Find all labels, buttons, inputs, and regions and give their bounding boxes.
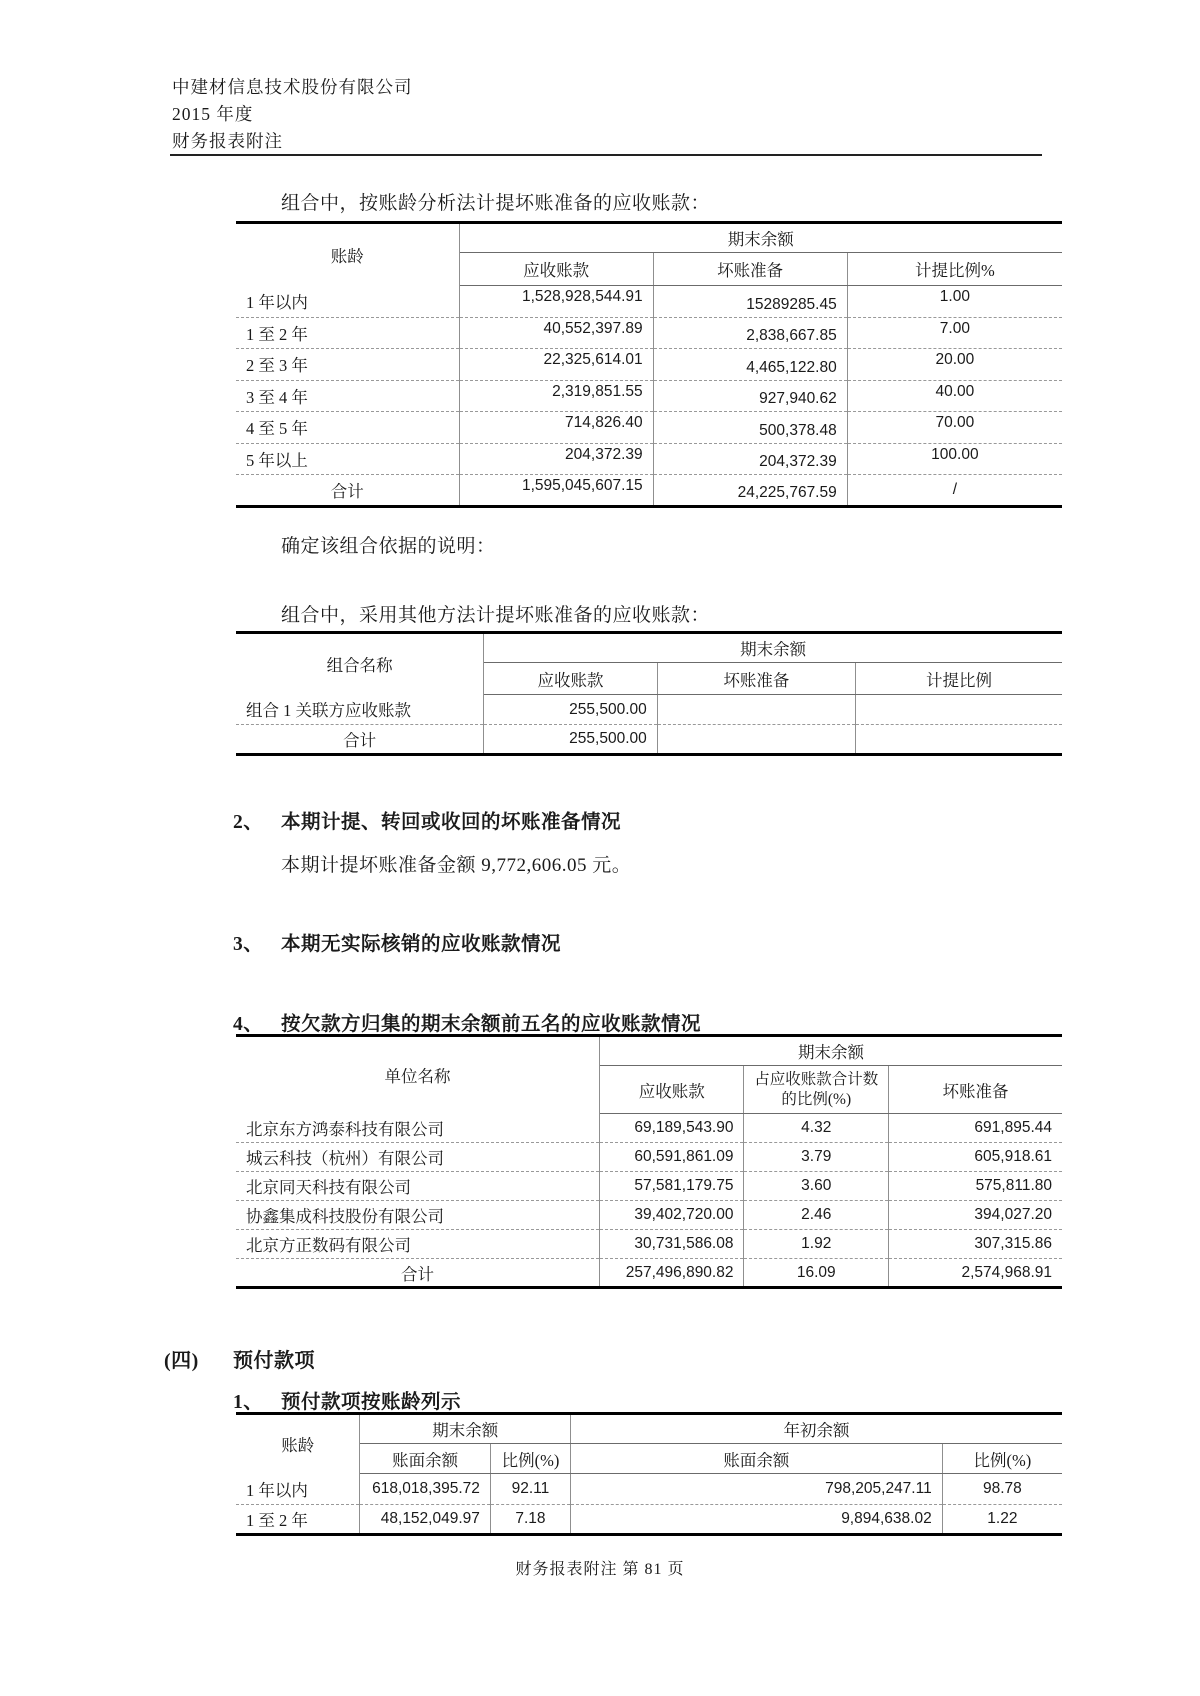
cell-company: 北京同天科技有限公司	[236, 1172, 599, 1201]
doc-title: 财务报表附注	[172, 131, 283, 151]
table-total-row	[236, 1259, 1062, 1288]
prepay-table-group-row	[236, 1414, 1062, 1444]
top5-table-group-row	[236, 1036, 1062, 1066]
cell-baddebt: 691,895.44	[889, 1114, 1062, 1143]
cell-ratio	[855, 695, 1062, 725]
cell-baddebt: 394,027.20	[889, 1201, 1062, 1230]
aging-header-receivable: 应收账款	[459, 253, 653, 286]
cell-baddebt: 4,465,122.80	[653, 349, 847, 381]
cell-begin-balance: 798,205,247.11	[571, 1474, 943, 1505]
section-4-title: 按欠款方归集的期末余额前五名的应收账款情况	[281, 1014, 702, 1035]
cell-baddebt: 575,811.80	[889, 1172, 1062, 1201]
cell-percent: 1.92	[744, 1230, 889, 1259]
other-header-baddebt: 坏账准备	[657, 663, 855, 695]
page-header	[172, 74, 413, 155]
cell-aging-label: 1 至 2 年	[236, 1504, 360, 1535]
fiscal-year: 2015 年度	[172, 104, 254, 124]
other-col1-header: 组合名称	[236, 633, 484, 695]
table-row	[236, 695, 1062, 725]
aging-header-baddebt: 坏账准备	[653, 253, 847, 286]
cell-baddebt: 605,918.61	[889, 1143, 1062, 1172]
section-4-cn-number: (四)	[164, 1350, 199, 1372]
top5-header-receivable: 应收账款	[599, 1066, 744, 1114]
prepay-header-end-balance: 账面余额	[360, 1444, 491, 1474]
cell-end-pct: 7.18	[490, 1504, 570, 1535]
cell-receivable: 30,731,586.08	[599, 1230, 744, 1259]
other-method-table	[236, 631, 1062, 756]
aging-table-group-row	[236, 223, 1062, 253]
aging-section-title: 组合中，按账龄分析法计提坏账准备的应收账款：	[281, 193, 711, 214]
cell-baddebt: 15289285.45	[653, 286, 847, 318]
table-row	[236, 1504, 1062, 1535]
cell-aging-label: 1 至 2 年	[236, 317, 459, 349]
cell-aging-label: 1 年以内	[246, 293, 308, 312]
cell-receivable: 69,189,543.90	[599, 1114, 744, 1143]
cell-baddebt: 204,372.39	[653, 443, 847, 475]
cell-baddebt	[657, 725, 855, 755]
table-row	[236, 380, 1062, 412]
cell-end-balance: 48,152,049.97	[360, 1504, 491, 1535]
cell-baddebt: 24,225,767.59	[653, 475, 847, 507]
cell-ratio: 40.00	[847, 380, 1062, 412]
section-3-title: 本期无实际核销的应收账款情况	[281, 934, 562, 955]
cell-receivable: 57,581,179.75	[599, 1172, 744, 1201]
cell-receivable: 255,500.00	[484, 725, 657, 755]
cell-company: 协鑫集成科技股份有限公司	[236, 1201, 599, 1230]
table-row	[236, 443, 1062, 475]
cell-end-pct: 92.11	[490, 1474, 570, 1505]
cell-percent: 16.09	[744, 1259, 889, 1288]
top5-receivables-table	[236, 1034, 1062, 1289]
prepay-header-begin-balance: 账面余额	[571, 1444, 943, 1474]
cell-baddebt: 2,574,968.91	[889, 1259, 1062, 1288]
cell-ratio: /	[847, 475, 1062, 507]
cell-company: 北京方正数码有限公司	[236, 1230, 599, 1259]
cell-ratio: 1.00	[847, 286, 1062, 318]
section-2-body: 本期计提坏账准备金额 9,772,606.05 元。	[281, 855, 632, 876]
cell-baddebt	[657, 695, 855, 725]
cell-baddebt: 307,315.86	[889, 1230, 1062, 1259]
cell-receivable: 1,595,045,607.15	[459, 475, 653, 507]
cell-total-label: 合计	[236, 475, 459, 507]
cell-begin-pct: 98.78	[942, 1474, 1062, 1505]
cell-receivable: 257,496,890.82	[599, 1259, 744, 1288]
cell-baddebt: 500,378.48	[653, 412, 847, 444]
cell-percent: 3.60	[744, 1172, 889, 1201]
basis-note: 确定该组合依据的说明：	[281, 536, 496, 557]
table-row	[236, 1474, 1062, 1505]
cell-aging-label: 5 年以上	[236, 443, 459, 475]
cell-ratio: 20.00	[847, 349, 1062, 381]
page-footer: 财务报表附注 第 81 页	[515, 1561, 685, 1578]
prepayments-aging-table	[236, 1412, 1062, 1536]
section-4-cn-title: 预付款项	[233, 1350, 315, 1372]
table-total-row	[236, 725, 1062, 755]
cell-end-balance: 618,018,395.72	[360, 1474, 491, 1505]
table-row	[236, 1230, 1062, 1259]
cell-aging-label: 4 至 5 年	[236, 412, 459, 444]
cell-begin-balance: 9,894,638.02	[571, 1504, 943, 1535]
cell-receivable: 22,325,614.01	[459, 349, 653, 381]
prepay-header-end-pct: 比例(%)	[490, 1444, 570, 1474]
other-method-title: 组合中，采用其他方法计提坏账准备的应收账款：	[281, 605, 711, 626]
cell-portfolio-label: 组合 1 关联方应收账款	[246, 701, 411, 721]
cell-receivable: 2,319,851.55	[459, 380, 653, 412]
cell-total-label: 合计	[236, 1259, 599, 1288]
table-row	[236, 1143, 1062, 1172]
other-header-ratio: 计提比例	[855, 663, 1062, 695]
other-table-group-row	[236, 633, 1062, 663]
cell-ratio: 100.00	[847, 443, 1062, 475]
aging-table	[236, 221, 1062, 508]
cell-receivable: 40,552,397.89	[459, 317, 653, 349]
cell-receivable: 1,528,928,544.91	[459, 286, 653, 318]
cell-percent: 4.32	[744, 1114, 889, 1143]
cell-baddebt: 927,940.62	[653, 380, 847, 412]
prepay-header-begin-pct: 比例(%)	[942, 1444, 1062, 1474]
table-row	[236, 412, 1062, 444]
aging-group-header: 期末余额	[459, 223, 1062, 253]
prepay-sub-title: 预付款项按账龄列示	[281, 1392, 462, 1413]
cell-company: 北京东方鸿泰科技有限公司	[246, 1119, 444, 1139]
section-2-title: 本期计提、转回或收回的坏账准备情况	[281, 812, 622, 833]
cell-company: 城云科技（杭州）有限公司	[236, 1143, 599, 1172]
header-rule	[170, 154, 1042, 156]
cell-begin-pct: 1.22	[942, 1504, 1062, 1535]
aging-col1-header: 账龄	[236, 223, 459, 286]
cell-baddebt: 2,838,667.85	[653, 317, 847, 349]
table-row	[236, 1114, 1062, 1143]
top5-header-baddebt: 坏账准备	[889, 1066, 1062, 1114]
cell-receivable: 255,500.00	[484, 695, 657, 725]
cell-receivable: 204,372.39	[459, 443, 653, 475]
cell-ratio: 70.00	[847, 412, 1062, 444]
cell-aging-label: 1 年以内	[246, 1480, 308, 1500]
prepay-group-end: 期末余额	[360, 1414, 571, 1444]
section-3-number: 3、	[233, 934, 264, 955]
table-row	[236, 349, 1062, 381]
cell-aging-label: 3 至 4 年	[236, 380, 459, 412]
prepay-group-begin: 年初余额	[571, 1414, 1063, 1444]
section-4-number: 4、	[233, 1014, 264, 1035]
section-2-number: 2、	[233, 812, 264, 833]
cell-ratio	[855, 725, 1062, 755]
other-group-header: 期末余额	[484, 633, 1062, 663]
cell-receivable: 714,826.40	[459, 412, 653, 444]
prepay-sub-number: 1、	[233, 1392, 264, 1413]
cell-total-label: 合计	[236, 725, 484, 755]
company-name: 中建材信息技术股份有限公司	[172, 77, 413, 97]
cell-aging-label: 2 至 3 年	[236, 349, 459, 381]
cell-receivable: 60,591,861.09	[599, 1143, 744, 1172]
cell-percent: 3.79	[744, 1143, 889, 1172]
top5-col1-header: 单位名称	[236, 1036, 599, 1114]
prepay-col1-header: 账龄	[236, 1414, 360, 1474]
cell-ratio: 7.00	[847, 317, 1062, 349]
table-row	[236, 1201, 1062, 1230]
table-total-row	[236, 475, 1062, 507]
cell-percent: 2.46	[744, 1201, 889, 1230]
table-row	[236, 317, 1062, 349]
top5-header-percent: 占应收账款合计数的比例(%)	[744, 1066, 889, 1114]
table-row	[236, 286, 1062, 318]
top5-group-header: 期末余额	[599, 1036, 1062, 1066]
cell-receivable: 39,402,720.00	[599, 1201, 744, 1230]
aging-header-ratio: 计提比例%	[847, 253, 1062, 286]
prepay-table-subheader-row	[236, 1444, 1062, 1474]
table-row	[236, 1172, 1062, 1201]
other-header-receivable: 应收账款	[484, 663, 657, 695]
